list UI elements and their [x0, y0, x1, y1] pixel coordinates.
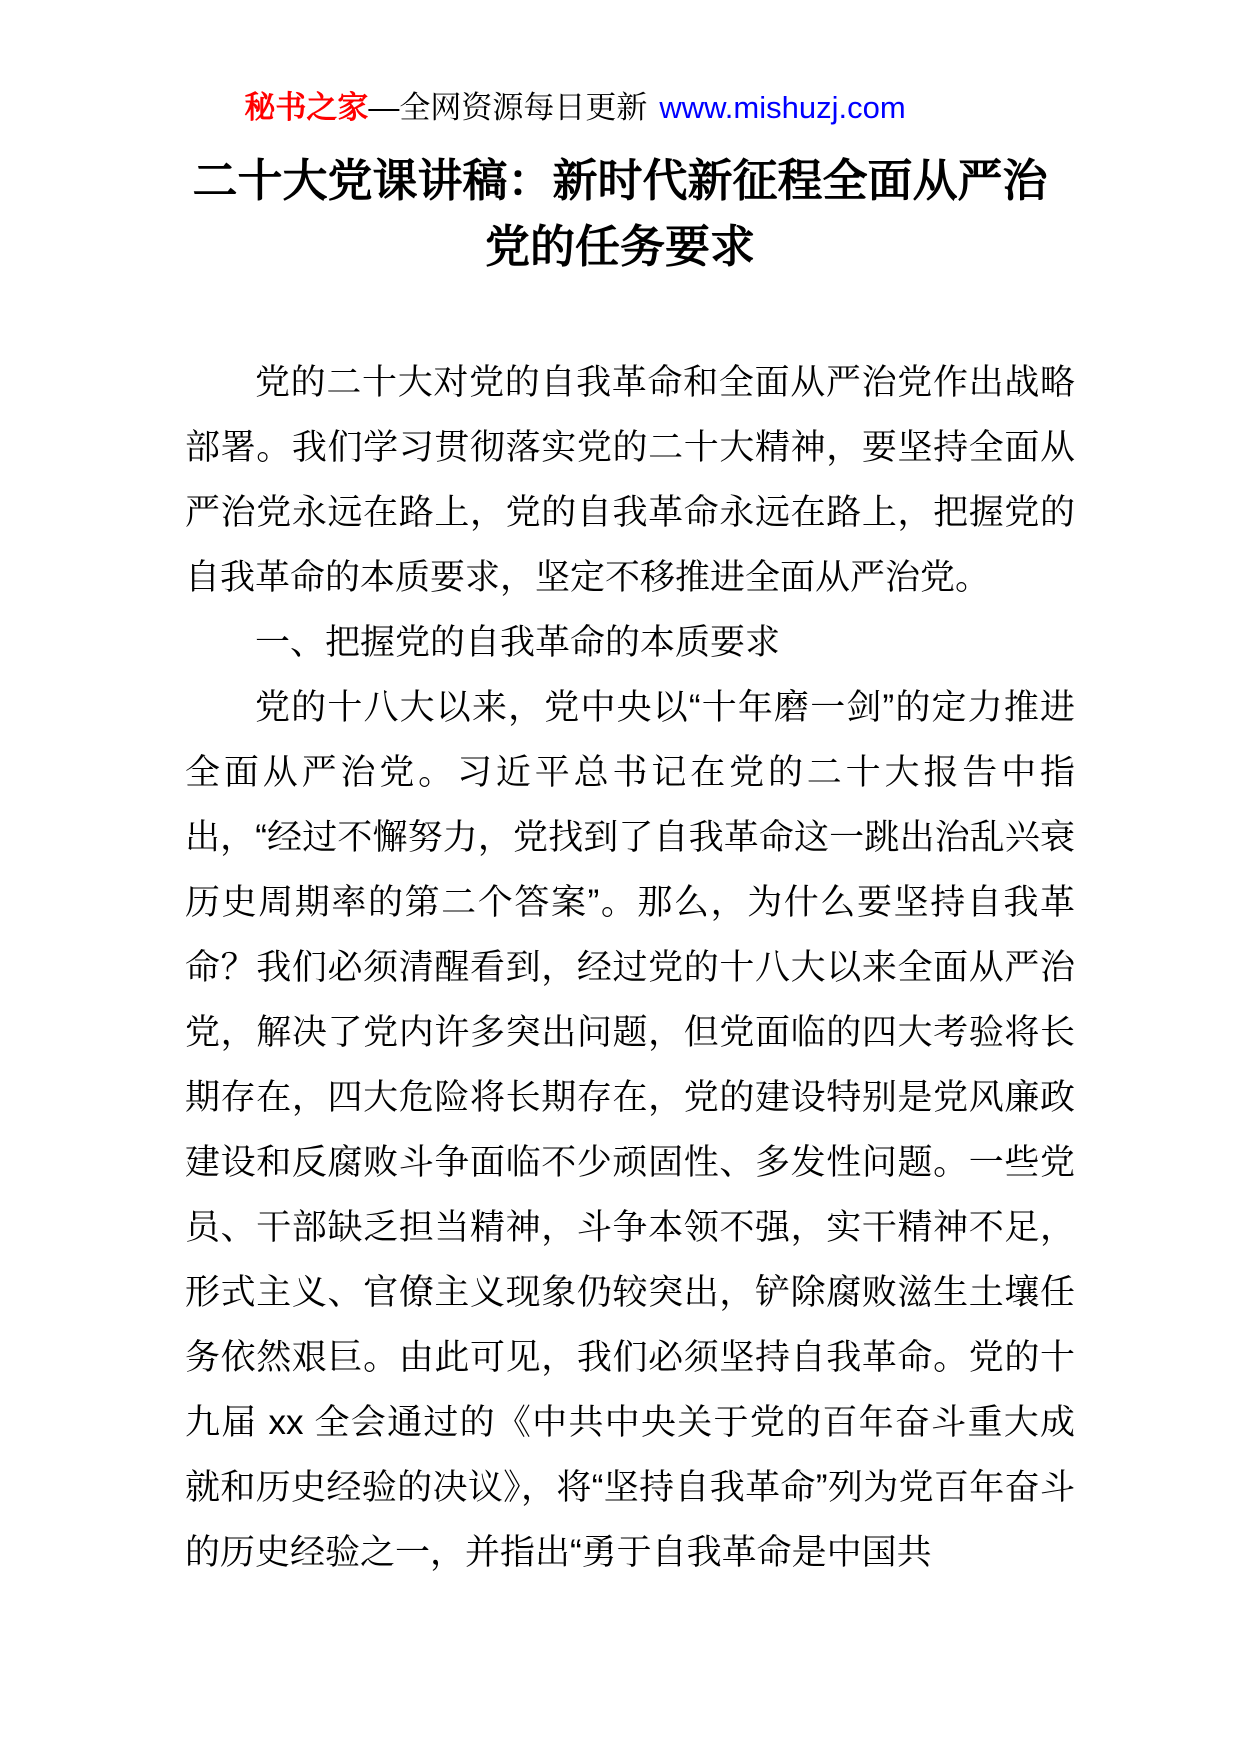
body-paragraph: 党的二十大对党的自我革命和全面从严治党作出战略部署。我们学习贯彻落实党的二十大精神，要坚持全面从严治党永远在路上，党的自我革命永远在路上，把握党的自我革命的本质要求，坚定不移推进全面从严治党。 — [185, 363, 1075, 597]
site-tagline: —全网资源每日更新 — [368, 90, 648, 125]
document-body — [185, 350, 1075, 1585]
site-url-link[interactable]: www.mishuzj.com — [659, 90, 906, 125]
site-header — [0, 0, 1195, 126]
site-brand: 秘书之家 — [244, 90, 369, 125]
section-heading: 一、把握党的自我革命的本质要求 — [255, 623, 781, 662]
document-title: 二十大党课讲稿：新时代新征程全面从严治党的任务要求 — [192, 155, 1048, 272]
body-paragraph: 党的十八大以来，党中央以“十年磨一剑”的定力推进全面从严治党。习近平总书记在党的二十大报告中指出，“经过不懈努力，党找到了自我革命这一跳出治乱兴衰历史周期率的第二个答案”。那么，为什么要坚持自我革命？我们必须清醒看到，经过党的十八大以来全面从严治党，解决了党内许多突出问题，但党面临的四大考验将长期存在，四大危险将长期存在，党的建设特别是党风廉政建设和反腐败斗争面临不少顽固性、多发性问题。一些党员、干部缺乏担当精神，斗争本领不强，实干精神不足，形式主义、官僚主义现象仍较突出，铲除腐败滋生土壤任务依然艰巨。由此可见，我们必须坚持自我革命。党的十九届 xx 全会通过的《中共中央关于党的百年奋斗重大成就和历史经验的决议》，将“坚持自我革命”列为党百年奋斗的历史经验之一，并指出“勇于自我革命是中国共 — [185, 688, 1075, 1572]
